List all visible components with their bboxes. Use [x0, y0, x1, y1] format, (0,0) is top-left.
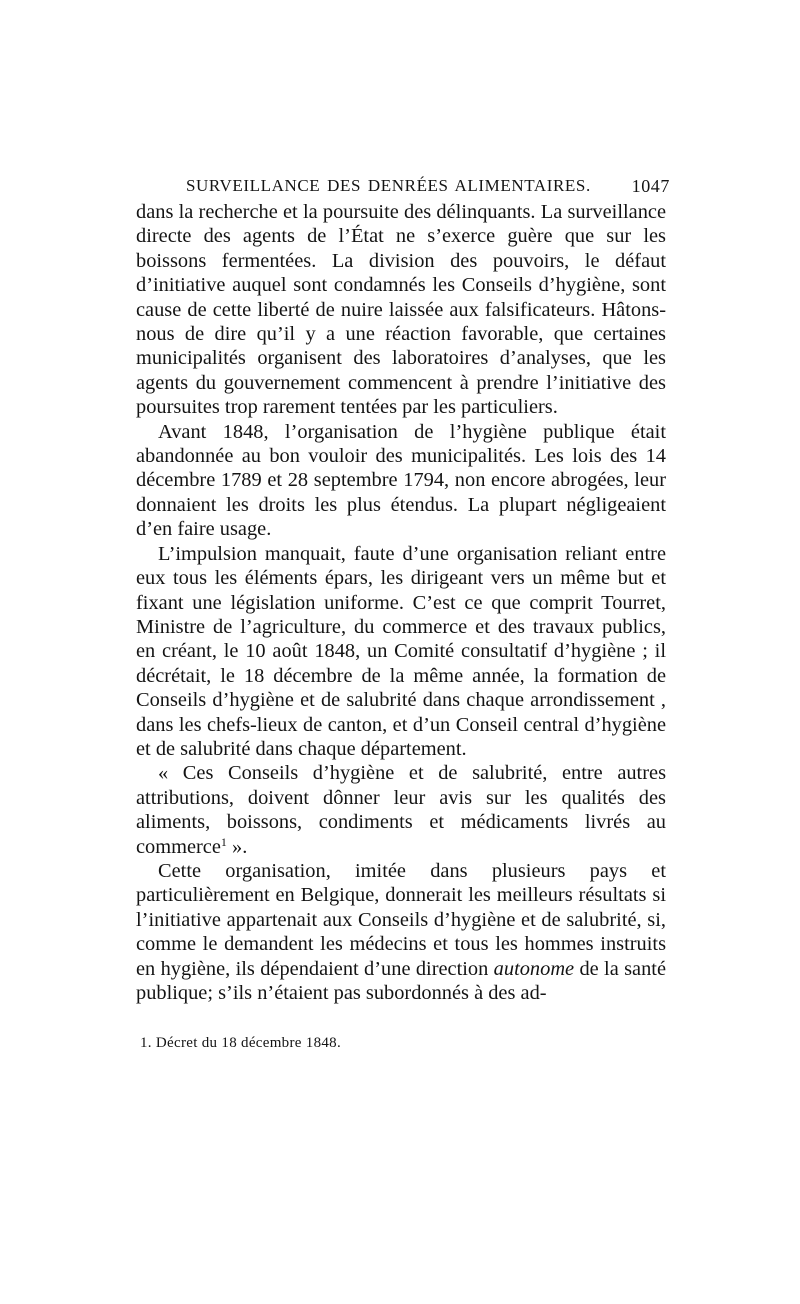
- paragraph-1-text: dans la recherche et la poursuite des délinquants. La surveillance directe des agents de l’État ne s’exerce guère que sur les boissons fermentées. La division des pouvoirs, le défaut d’initiative auquel sont condamnés les Conseils d’hygiène, sont cause de cette liberté de nuire laissée aux falsificateurs. Hâtons-nous de dire qu’il y a une réaction favorable, que certaines municipalités organisent des laboratoires d’analyses, que les agents du gouvernement commencent à prendre l’initiative des poursuites trop rarement tentées par les particuliers.: [136, 201, 666, 419]
- book-page: [136, 168, 670, 1052]
- footnote-reference: 1: [220, 834, 227, 849]
- paragraph-5: [136, 859, 666, 1005]
- paragraph-5-text-after: de la santé publique; s’ils n’étaient pas subordonnés à des ad-: [136, 957, 666, 1004]
- paragraph-4-tail: ».: [226, 835, 248, 858]
- footnote: [140, 1035, 666, 1052]
- paragraph-2-text: Avant 1848, l’organisation de l’hygiène publique était abandonnée au bon vouloir des municipalités. Les lois des 14 décembre 1789 et 28 septembre 1794, non encore abrogées, leur donnaient les droits les plus étendus. La plupart négligeaient d’en faire usage.: [136, 420, 666, 541]
- running-head: [136, 168, 670, 200]
- footnote-separator: [136, 1021, 137, 1033]
- paragraph-3: [136, 542, 666, 762]
- paragraph-3-text: L’impulsion manquait, faute d’une organisation reliant entre eux tous les éléments épars, les dirigeant vers un même but et fixant une législation uniforme. C’est ce que comprit Tourret, Ministre de l’agriculture, du commerce et des travaux publics, en créant, le 10 août 1848, un Comité consultatif d’hygiène ; il décrétait, le 18 décembre de la même année, la formation de Conseils d’hygiène et de salubrité dans chaque arrondissement , dans les chefs-lieux de canton, et d’un Conseil central d’hygiène et de salubrité dans chaque département.: [136, 542, 666, 760]
- paragraph-2: [136, 420, 666, 542]
- paragraph-4-text: « Ces Conseils d’hygiène et de salubrité, entre autres attributions, doivent dônner leur avis sur les qualités des aliments, boissons, condiments et médicaments livrés au commerce: [136, 762, 666, 858]
- running-title: SURVEILLANCE DES DENRÉES ALIMENTAIRES.: [186, 176, 591, 195]
- paragraph-1: [136, 200, 666, 420]
- body-text: [136, 200, 666, 1005]
- footnote-marker: 1.: [140, 1035, 152, 1052]
- footnote-text: Décret du 18 décembre 1848.: [155, 1035, 342, 1052]
- emphasis-autonome: autonome: [493, 957, 575, 980]
- paragraph-5-text-before: Cette organisation, imitée dans plusieurs pays et particulièrement en Belgique, donnerait les meilleurs résultats si l’initiative appartenait aux Conseils d’hygiène et de salubrité, si, comme le demandent les médecins et tous les hommes instruits en hygiène, ils dépendaient d’une direction: [136, 859, 666, 980]
- page-number: 1047: [631, 176, 670, 196]
- paragraph-4: [136, 761, 666, 859]
